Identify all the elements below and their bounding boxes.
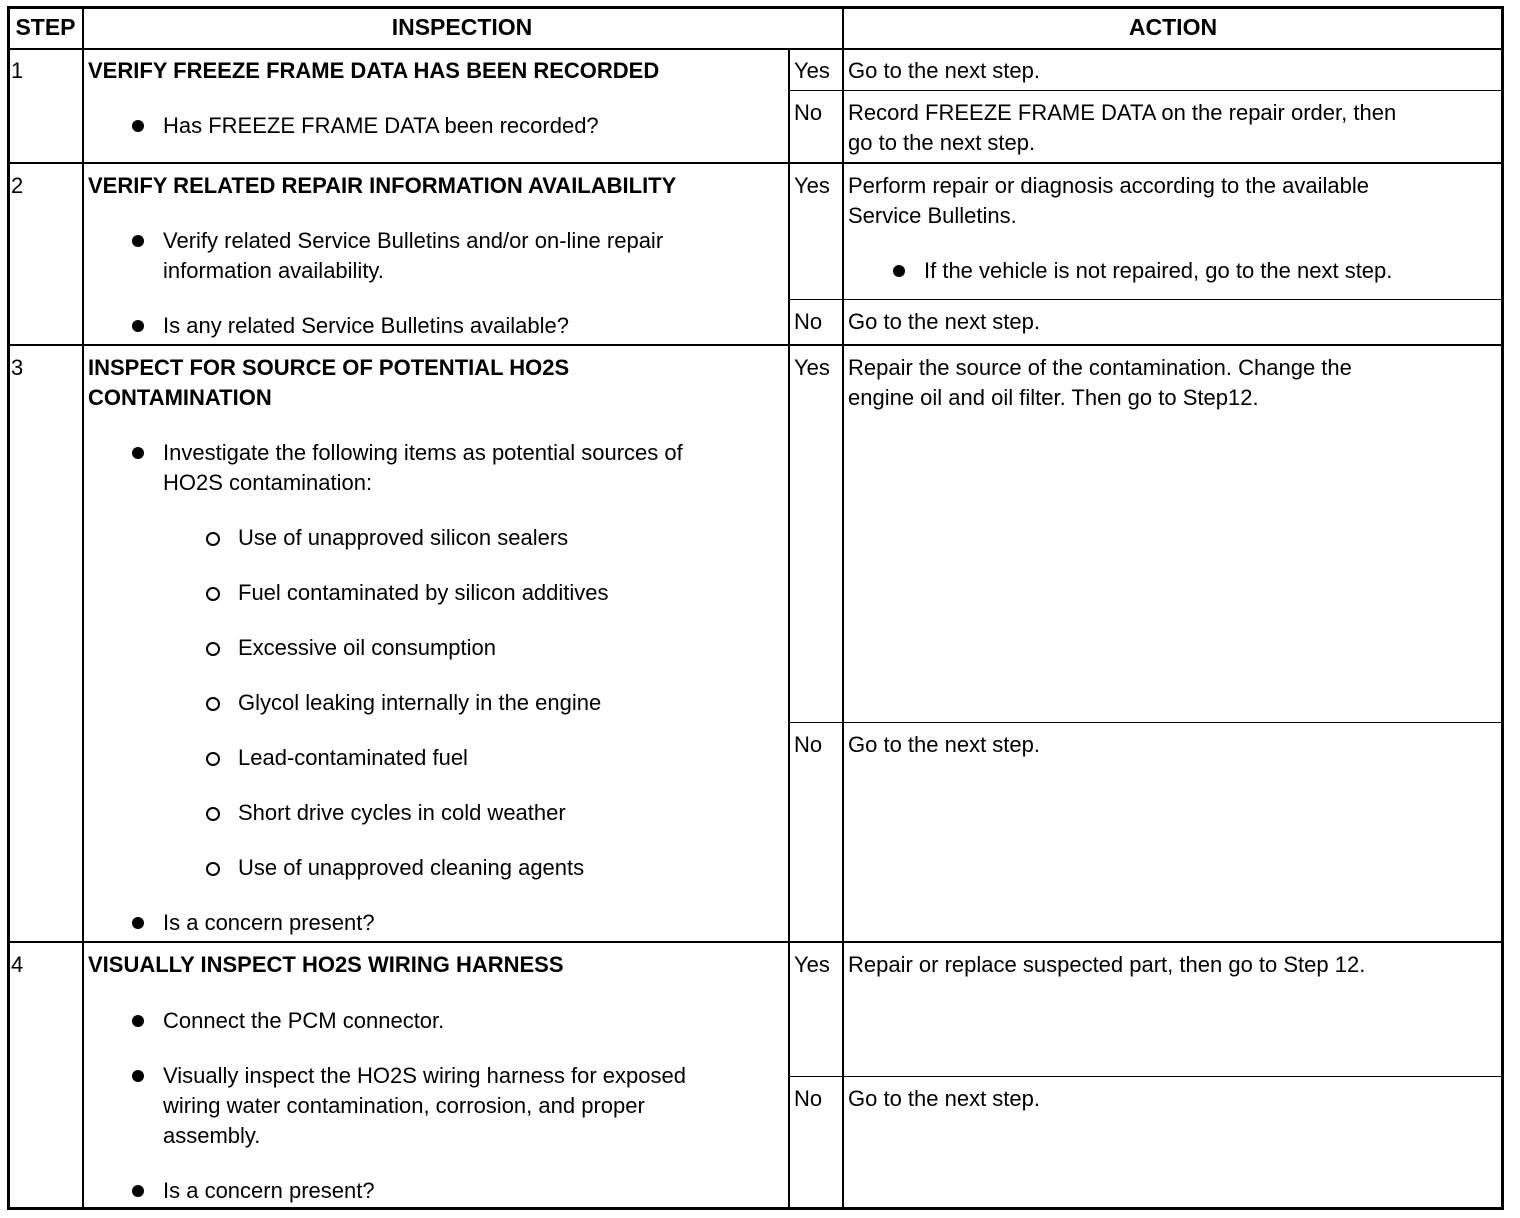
inspection-item-text: Is a concern present?: [163, 1178, 375, 1203]
inspection-item-text: Fuel contaminated by silicon additives: [238, 580, 609, 605]
yes-no-split: [788, 299, 1504, 300]
inspection-item-text: assembly.: [163, 1123, 261, 1148]
header-divider: [7, 48, 1504, 50]
inspection-item-text: Connect the PCM connector.: [163, 1008, 445, 1033]
sub-bullet-icon: [206, 532, 220, 546]
yes-label: Yes: [794, 355, 830, 380]
inspection-item-text: information availability.: [163, 258, 384, 283]
yes-action-text: Repair or replace suspected part, then go to Step 12.: [848, 952, 1366, 977]
inspection-item-text: Is any related Service Bulletins available?: [163, 313, 570, 338]
bullet-icon: [132, 1185, 144, 1197]
no-label: No: [794, 309, 823, 334]
step-number: 1: [11, 58, 24, 83]
inspection-title: CONTAMINATION: [88, 385, 272, 410]
yes-no-divider: [788, 162, 790, 344]
bullet-icon: [132, 917, 144, 929]
inspection-item-text: Use of unapproved silicon sealers: [238, 525, 569, 550]
yes-no-split: [788, 722, 1504, 723]
yes-action-bullet-text: If the vehicle is not repaired, go to the next step.: [924, 258, 1393, 283]
yes-no-divider: [788, 344, 790, 941]
column-divider-step: [82, 6, 84, 1210]
step-number: 4: [11, 952, 24, 977]
header-action: ACTION: [1128, 14, 1218, 40]
inspection-item-text: Visually inspect the HO2S wiring harness for exposed: [163, 1063, 686, 1088]
sub-bullet-icon: [206, 642, 220, 656]
bullet-icon: [132, 320, 144, 332]
row-divider: [7, 344, 1504, 346]
inspection-title: INSPECT FOR SOURCE OF POTENTIAL HO2S: [88, 355, 570, 380]
yes-no-divider: [788, 48, 790, 162]
yes-action-text: engine oil and oil filter. Then go to Step12.: [848, 385, 1259, 410]
bullet-icon: [132, 235, 144, 247]
sub-bullet-icon: [206, 587, 220, 601]
no-action-text: Go to the next step.: [848, 1086, 1041, 1111]
row-divider: [7, 941, 1504, 943]
bullet-icon: [132, 1070, 144, 1082]
inspection-item-text: HO2S contamination:: [163, 470, 373, 495]
yes-action-text: Repair the source of the contamination. Change the: [848, 355, 1352, 380]
sub-bullet-icon: [206, 752, 220, 766]
no-action-text: go to the next step.: [848, 130, 1036, 155]
header-inspection: INSPECTION: [391, 14, 533, 40]
no-action-text: Go to the next step.: [848, 309, 1041, 334]
yes-action-text: Perform repair or diagnosis according to the available: [848, 173, 1369, 198]
no-label: No: [794, 100, 823, 125]
row-divider: [7, 162, 1504, 164]
inspection-item-text: Excessive oil consumption: [238, 635, 497, 660]
header-step: STEP: [15, 14, 76, 40]
no-action-text: Record FREEZE FRAME DATA on the repair order, then: [848, 100, 1397, 125]
inspection-item-text: Glycol leaking internally in the engine: [238, 690, 602, 715]
no-label: No: [794, 1086, 823, 1111]
inspection-item-text: Lead-contaminated fuel: [238, 745, 468, 770]
inspection-item-text: Is a concern present?: [163, 910, 375, 935]
sub-bullet-icon: [206, 697, 220, 711]
yes-action-text: Go to the next step.: [848, 58, 1041, 83]
inspection-item-text: wiring water contamination, corrosion, and proper: [163, 1093, 645, 1118]
bullet-icon: [893, 265, 905, 277]
inspection-title: VISUALLY INSPECT HO2S WIRING HARNESS: [88, 952, 564, 977]
yes-no-split: [788, 1076, 1504, 1077]
bullet-icon: [132, 447, 144, 459]
bullet-icon: [132, 120, 144, 132]
sub-bullet-icon: [206, 862, 220, 876]
column-divider-action: [842, 6, 844, 1210]
inspection-item-text: Investigate the following items as potential sources of: [163, 440, 683, 465]
yes-action-text: Service Bulletins.: [848, 203, 1017, 228]
inspection-title: VERIFY FREEZE FRAME DATA HAS BEEN RECORDED: [88, 58, 660, 83]
inspection-title: VERIFY RELATED REPAIR INFORMATION AVAILABILITY: [88, 173, 677, 198]
no-action-text: Go to the next step.: [848, 732, 1041, 757]
no-label: No: [794, 732, 823, 757]
yes-label: Yes: [794, 173, 830, 198]
bullet-icon: [132, 1015, 144, 1027]
yes-label: Yes: [794, 58, 830, 83]
inspection-item-text: Verify related Service Bulletins and/or on-line repair: [163, 228, 664, 253]
yes-no-split: [788, 90, 1504, 91]
step-number: 2: [11, 173, 24, 198]
inspection-item-text: Use of unapproved cleaning agents: [238, 855, 585, 880]
step-number: 3: [11, 355, 24, 380]
yes-label: Yes: [794, 952, 830, 977]
sub-bullet-icon: [206, 807, 220, 821]
inspection-item-text: Short drive cycles in cold weather: [238, 800, 566, 825]
inspection-item-text: Has FREEZE FRAME DATA been recorded?: [163, 113, 599, 138]
